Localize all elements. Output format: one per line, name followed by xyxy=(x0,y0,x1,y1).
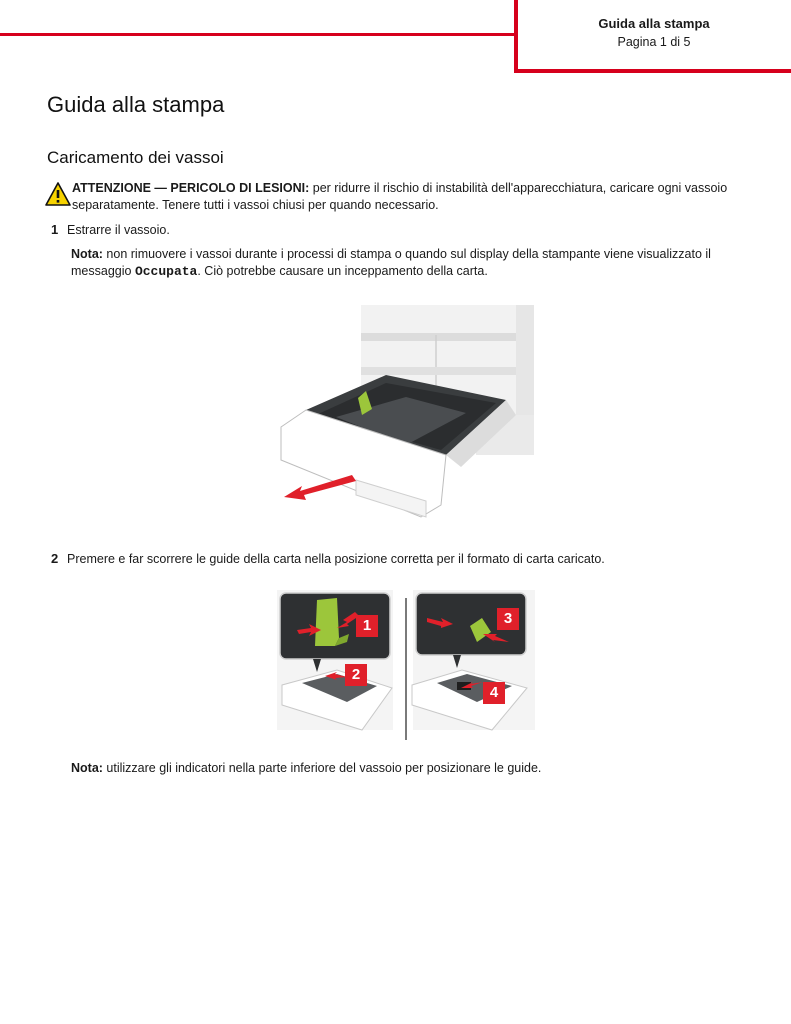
warning-label: ATTENZIONE — PERICOLO DI LESIONI: xyxy=(72,181,310,195)
status-message-code: Occupata xyxy=(134,264,198,279)
header-page-number: Pagina 1 di 5 xyxy=(617,35,691,49)
header-box xyxy=(517,0,791,70)
step-1-text: Estrarre il vassoio. xyxy=(67,223,170,237)
step-2-note-label: Nota: xyxy=(71,761,103,775)
tray-pull-illustration xyxy=(276,305,534,533)
header-rule xyxy=(0,33,517,36)
step-2-text: Premere e far scorrere le guide della carta nella posizione corretta per il formato di carta caricato. xyxy=(67,552,605,566)
step-2-note xyxy=(71,760,751,777)
warning-triangle-icon xyxy=(45,182,71,206)
callout-1: 1 xyxy=(356,615,378,637)
paper-guides-illustration xyxy=(277,590,535,742)
step-2-number: 2 xyxy=(51,551,59,566)
step-1-note-label: Nota: xyxy=(71,247,103,261)
section-title: Caricamento dei vassoi xyxy=(47,148,224,167)
step-1-note-post: . Ciò potrebbe causare un inceppamento della carta. xyxy=(197,264,488,278)
warning-line-1: per ridurre il rischio di instabilità dell'apparecchiatura, caricare ogni vassoio xyxy=(309,181,728,195)
header-title: Guida alla stampa xyxy=(598,16,710,31)
callout-4: 4 xyxy=(483,682,505,704)
step-1-number: 1 xyxy=(51,222,59,237)
warning-line-2: separatamente. Tenere tutti i vassoi chiusi per quando necessario. xyxy=(72,198,439,212)
step-1-note-line-1: non rimuovere i vassoi durante i processi di stampa o quando sul display della stampante viene visualizzato il xyxy=(102,247,711,261)
callout-2: 2 xyxy=(345,664,367,686)
callout-3: 3 xyxy=(497,608,519,630)
document-title: Guida alla stampa xyxy=(47,92,225,117)
step-1-note-pre: messaggio xyxy=(71,264,135,278)
step-2-note-text: utilizzare gli indicatori nella parte inferiore del vassoio per posizionare le guide. xyxy=(102,761,542,775)
warning-text xyxy=(72,180,752,214)
step-1-note xyxy=(71,246,751,280)
